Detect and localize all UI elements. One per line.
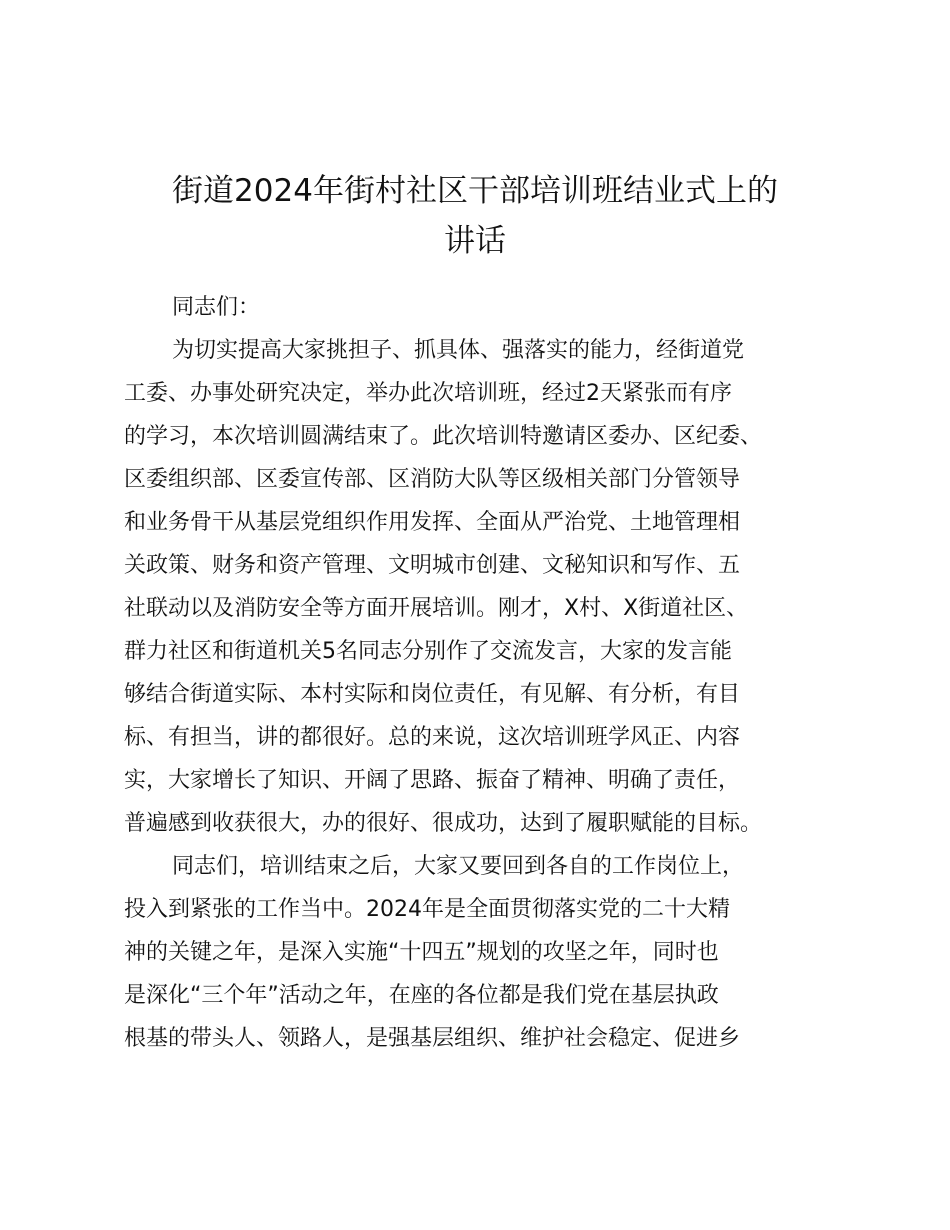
body-line: 为切实提高大家挑担子、抓具体、强落实的能力，经街道党 <box>172 338 745 363</box>
document-title-line-2: 讲话 <box>444 223 506 259</box>
body-line: 区委组织部、区委宣传部、区消防大队等区级相关部门分管领导 <box>124 467 741 492</box>
body-line: 实，大家增长了知识、开阔了思路、振奋了精神、明确了责任， <box>124 768 741 793</box>
body-line: 群力社区和街道机关5名同志分别作了交流发言，大家的发言能 <box>124 639 732 664</box>
body-line: 投入到紧张的工作当中。2024年是全面贯彻落实党的二十大精 <box>124 897 730 922</box>
body-line: 普遍感到收获很大，办的很好、很成功，达到了履职赋能的目标。 <box>124 811 763 836</box>
body-line: 工委、办事处研究决定，举办此次培训班，经过2天紧张而有序 <box>124 381 732 406</box>
body-line: 够结合街道实际、本村实际和岗位责任，有见解、有分析，有目 <box>124 682 741 707</box>
body-line: 神的关键之年，是深入实施“十四五”规划的攻坚之年，同时也 <box>124 940 719 965</box>
body-line: 关政策、财务和资产管理、文明城市创建、文秘知识和写作、五 <box>124 553 741 578</box>
body-line: 的学习，本次培训圆满结束了。此次培训特邀请区委办、区纪委、 <box>124 424 763 449</box>
body-line: 标、有担当，讲的都很好。总的来说，这次培训班学风正、内容 <box>124 725 741 750</box>
body-line: 社联动以及消防安全等方面开展培训。刚才，X村、X街道社区、 <box>124 596 749 621</box>
body-line: 是深化“三个年”活动之年，在座的各位都是我们党在基层执政 <box>124 983 719 1008</box>
document-body <box>124 286 834 1060</box>
document-title <box>120 166 830 266</box>
document-title-line-1: 街道2024年街村社区干部培训班结业式上的 <box>172 173 778 209</box>
body-line: 根基的带头人、领路人，是强基层组织、维护社会稳定、促进乡 <box>124 1026 741 1051</box>
body-line-salutation: 同志们： <box>172 295 261 320</box>
body-line: 同志们，培训结束之后，大家又要回到各自的工作岗位上， <box>172 854 745 879</box>
body-line: 和业务骨干从基层党组织作用发挥、全面从严治党、土地管理相 <box>124 510 741 535</box>
